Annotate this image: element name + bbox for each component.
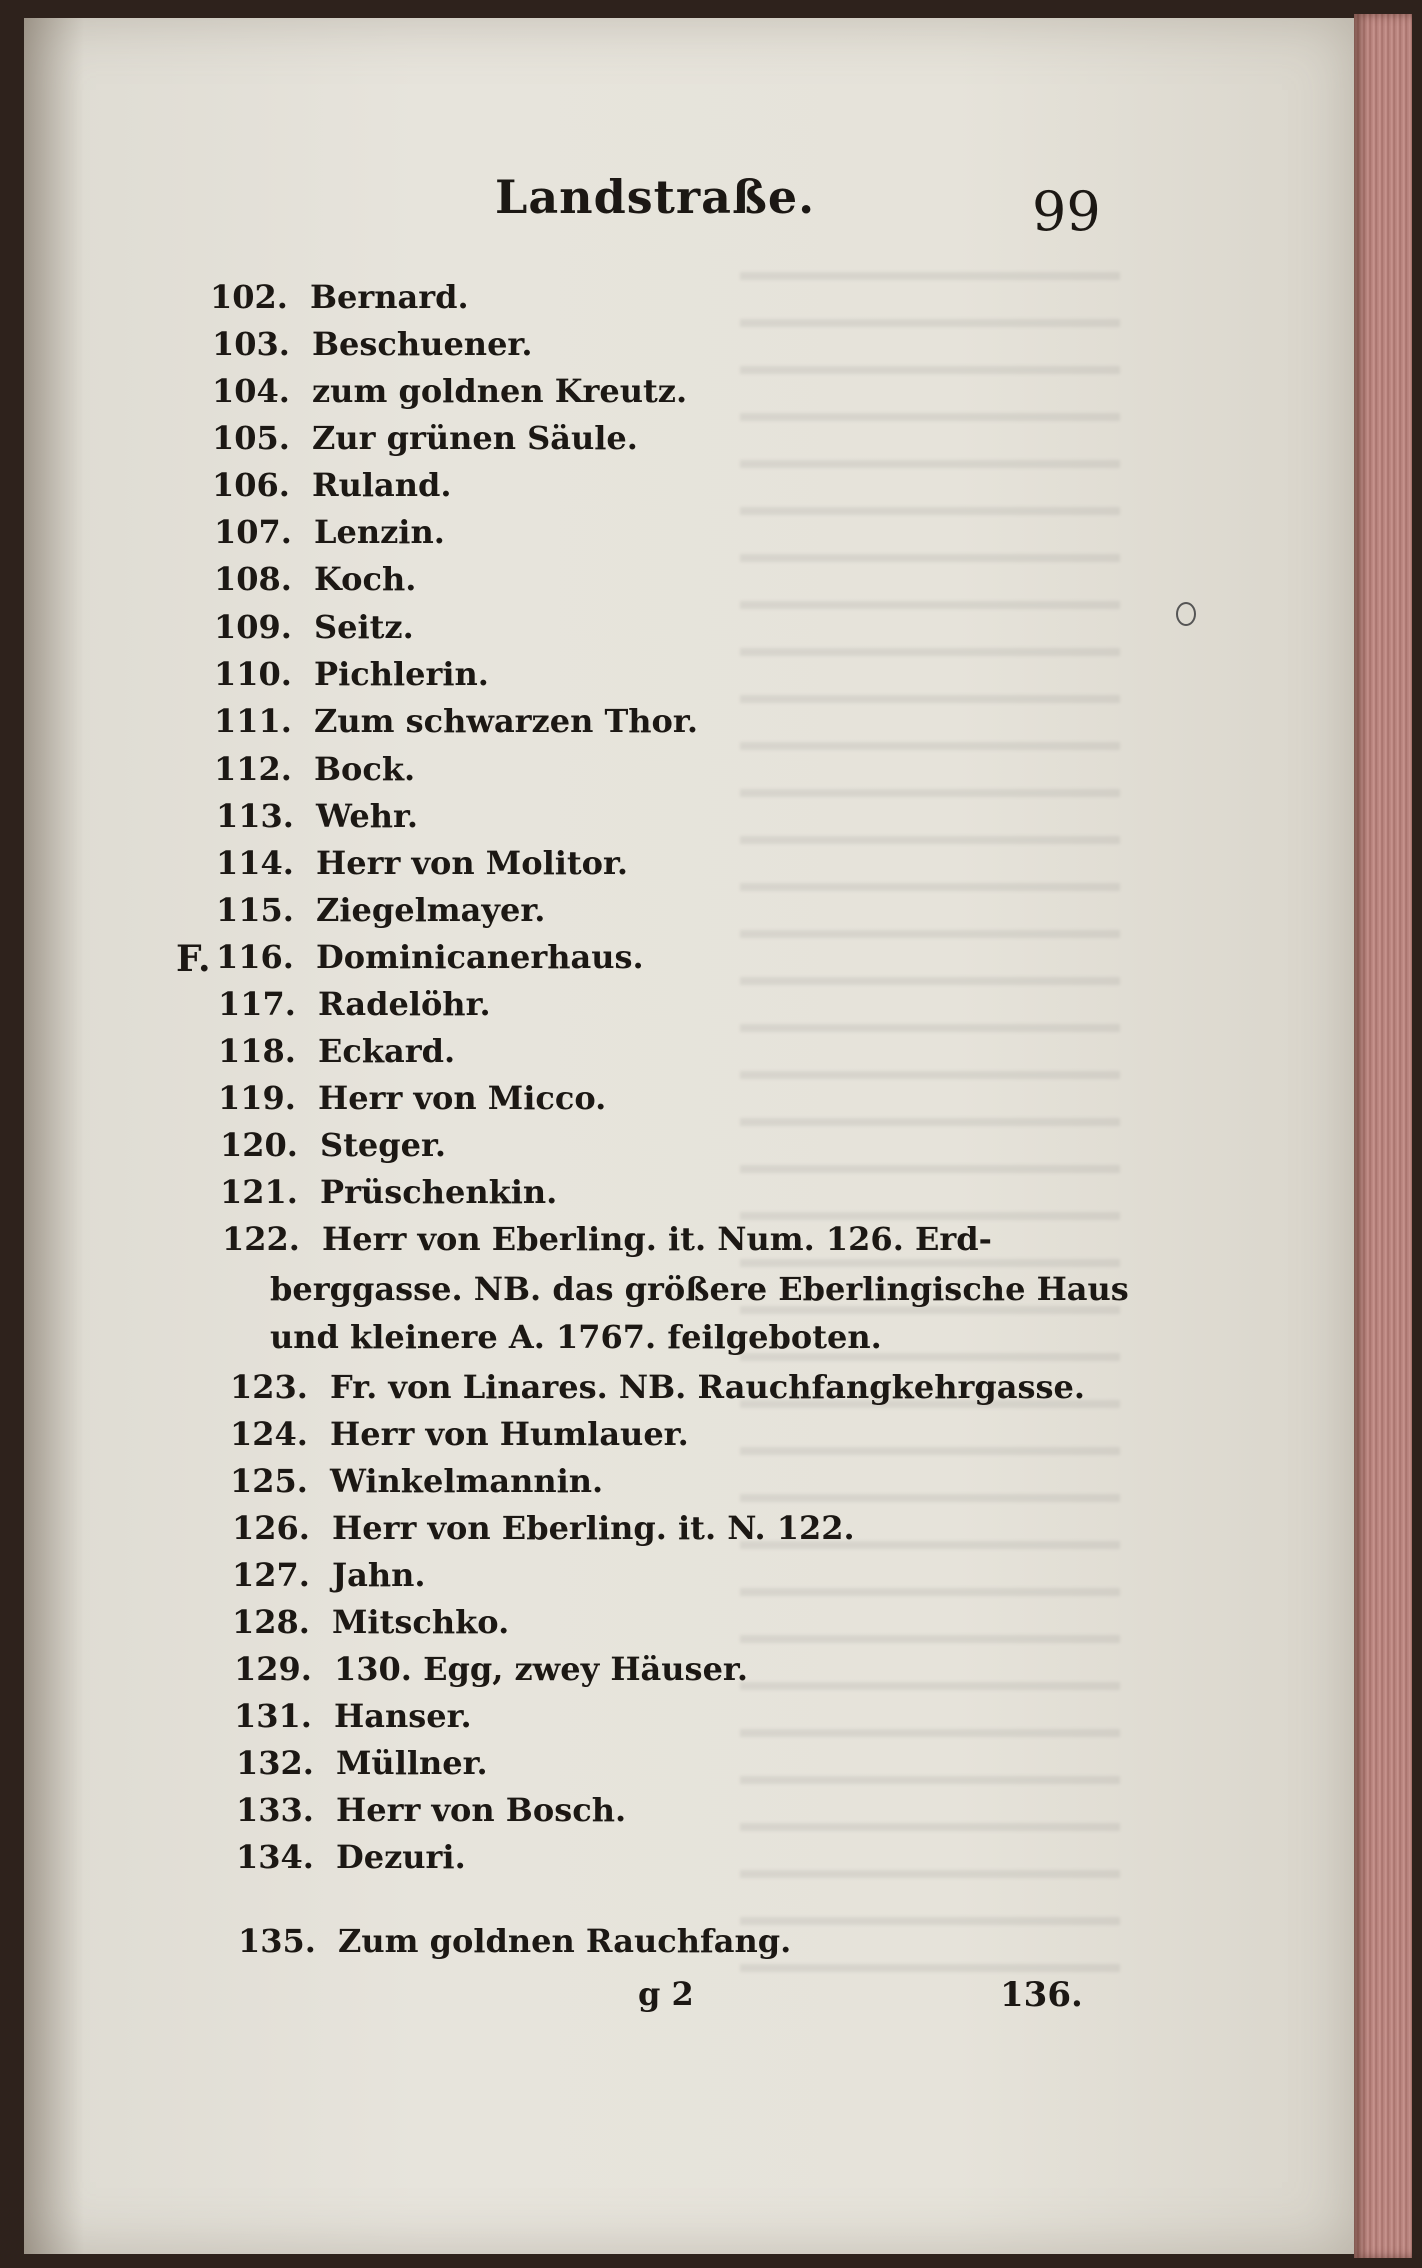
owner-name: Herr von Bosch.: [336, 1791, 627, 1829]
house-number: 111.: [214, 702, 292, 740]
house-number: 121.: [220, 1173, 298, 1211]
list-item: [212, 325, 532, 373]
owner-name: Beschuener.: [312, 325, 533, 363]
owner-name: zum goldnen Kreutz.: [312, 372, 688, 410]
page-number: 99: [1032, 180, 1101, 243]
list-item: [232, 1556, 426, 1604]
owner-name: 130. Egg, zwey Häuser.: [334, 1650, 748, 1688]
house-number: 129.: [234, 1650, 312, 1688]
house-number: 105.: [212, 419, 290, 457]
owner-name: Herr von Micco.: [318, 1079, 607, 1117]
list-item: [218, 985, 491, 1033]
house-number: 119.: [218, 1079, 296, 1117]
house-number: 131.: [234, 1697, 312, 1735]
owner-name: Wehr.: [316, 797, 419, 835]
owner-name: Jahn.: [332, 1556, 426, 1594]
owner-name: Herr von Eberling. it. N. 122.: [332, 1509, 855, 1547]
list-item: [232, 1603, 509, 1651]
list-item: [236, 1838, 466, 1886]
house-number: 123.: [230, 1368, 308, 1406]
owner-name: Hanser.: [334, 1697, 472, 1735]
list-item: [238, 1922, 791, 1970]
running-head: Landstraße.: [495, 170, 816, 224]
list-item: [220, 1126, 446, 1174]
house-number: 118.: [218, 1032, 296, 1070]
house-number: 104.: [212, 372, 290, 410]
house-number: 107.: [214, 513, 292, 551]
list-item: [212, 466, 452, 514]
signature-mark: g 2: [638, 1975, 694, 2013]
house-number: 106.: [212, 466, 290, 504]
owner-name: Bock.: [314, 750, 416, 788]
owner-name: Zum schwarzen Thor.: [314, 702, 698, 740]
ink-circle-mark: [1176, 602, 1196, 626]
house-number: 128.: [232, 1603, 310, 1641]
owner-name: Radelöhr.: [318, 985, 491, 1023]
spine-shadow: [24, 18, 84, 2254]
list-item: [216, 891, 545, 939]
house-number: 124.: [230, 1415, 308, 1453]
list-item: [236, 1744, 488, 1792]
list-item: [216, 844, 628, 892]
house-number: 125.: [230, 1462, 308, 1500]
owner-name: Ziegelmayer.: [316, 891, 546, 929]
list-item: [210, 278, 469, 326]
list-item: [234, 1650, 748, 1698]
list-item: [176, 938, 644, 986]
house-number: 102.: [210, 278, 288, 316]
house-number: 112.: [214, 750, 292, 788]
list-item: [214, 608, 414, 656]
house-number: 116.: [216, 938, 294, 976]
house-number: 113.: [216, 797, 294, 835]
house-number: 134.: [236, 1838, 314, 1876]
house-number: 127.: [232, 1556, 310, 1594]
owner-name: Eckard.: [318, 1032, 456, 1070]
owner-name: Pichlerin.: [314, 655, 489, 693]
house-number: 132.: [236, 1744, 314, 1782]
house-number: 110.: [214, 655, 292, 693]
owner-name: Herr von Molitor.: [316, 844, 629, 882]
house-number: 115.: [216, 891, 294, 929]
house-number: 120.: [220, 1126, 298, 1164]
owner-name: Zur grünen Säule.: [312, 419, 638, 457]
owner-name: Lenzin.: [314, 513, 445, 551]
owner-name: Mitschko.: [332, 1603, 510, 1641]
section-letter: F.: [176, 938, 211, 980]
owner-name: Koch.: [314, 560, 417, 598]
list-item: [212, 372, 687, 420]
owner-name: Prüschenkin.: [320, 1173, 558, 1211]
owner-name: Dominicanerhaus.: [316, 938, 644, 976]
list-item: [218, 1079, 606, 1127]
house-number: 108.: [214, 560, 292, 598]
house-number: 103.: [212, 325, 290, 363]
list-item: [212, 419, 638, 467]
list-item: [214, 655, 489, 703]
owner-name: Herr von Eberling. it. Num. 126. Erd-: [322, 1220, 992, 1258]
list-item: [214, 750, 415, 798]
list-item: [214, 702, 698, 750]
house-number: 117.: [218, 985, 296, 1023]
house-number: 126.: [232, 1509, 310, 1547]
list-item: [214, 513, 445, 561]
entry-continuation-line: und kleinere A. 1767. feilgeboten.: [270, 1318, 882, 1356]
owner-name: Bernard.: [310, 278, 469, 316]
list-item: [234, 1697, 472, 1745]
list-item: [230, 1368, 1085, 1416]
list-item: [236, 1791, 626, 1839]
house-number: 122.: [222, 1220, 300, 1258]
owner-name: Winkelmannin.: [330, 1462, 604, 1500]
page-edge-red: [1354, 14, 1412, 2258]
catchword: 136.: [1000, 1975, 1083, 2015]
owner-name: Fr. von Linares. NB. Rauchfangkehrgasse.: [330, 1368, 1085, 1406]
owner-name: Ruland.: [312, 466, 452, 504]
list-item: [214, 560, 416, 608]
list-item: [230, 1415, 689, 1463]
house-number: 133.: [236, 1791, 314, 1829]
show-through-text: [740, 250, 1120, 2000]
house-number: 114.: [216, 844, 294, 882]
owner-name: Steger.: [320, 1126, 447, 1164]
owner-name: Seitz.: [314, 608, 414, 646]
entry-continuation-line: berggasse. NB. das größere Eberlingische Haus: [270, 1270, 1129, 1308]
owner-name: Dezuri.: [336, 1838, 466, 1876]
owner-name: Herr von Humlauer.: [330, 1415, 689, 1453]
list-item: [216, 797, 418, 845]
house-number: 135.: [238, 1922, 316, 1960]
owner-name: Müllner.: [336, 1744, 488, 1782]
owner-name: Zum goldnen Rauchfang.: [338, 1922, 792, 1960]
list-item: [220, 1173, 557, 1221]
house-number: 109.: [214, 608, 292, 646]
list-item: [222, 1220, 992, 1268]
list-item: [232, 1509, 855, 1557]
list-item: [230, 1462, 603, 1510]
list-item: [218, 1032, 455, 1080]
